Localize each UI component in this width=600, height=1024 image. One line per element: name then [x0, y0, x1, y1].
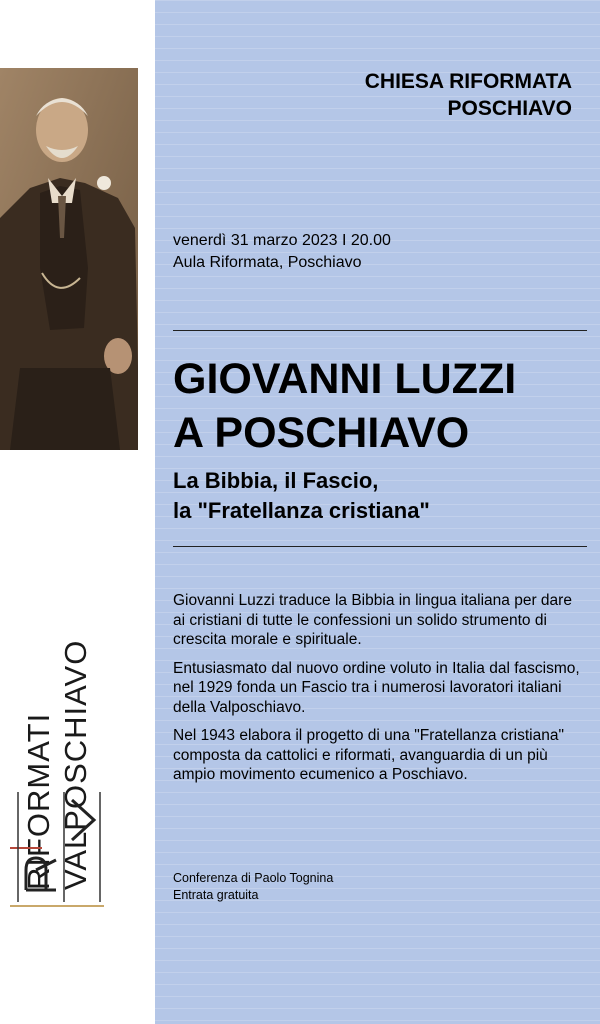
description-paragraph-2: Entusiasmato dal nuovo ordine voluto in Italia dal fascismo, nel 1929 fonda un Fascio tra i numerosi lavoratori italiani della Valposchiavo.: [173, 659, 580, 716]
subtitle-line2: la "Fratellanza cristiana": [173, 498, 430, 523]
portrait-photo: [0, 68, 138, 450]
rv-logo-mark: [8, 790, 108, 908]
event-place: Aula Riformata, Poschiavo: [173, 254, 362, 271]
logo-text-line1: RIFORMATI: [21, 712, 56, 890]
title-line1: GIOVANNI LUZZI: [173, 355, 517, 403]
speaker-credit: Conferenza di Paolo Tognina: [173, 871, 334, 885]
event-date: venerdì 31 marzo 2023 I 20.00: [173, 232, 391, 249]
church-name-line2: POSCHIAVO: [447, 97, 572, 120]
entry-info: Entrata gratuita: [173, 888, 259, 902]
church-name-line1: CHIESA RIFORMATA: [364, 70, 572, 93]
description-paragraph-3: Nel 1943 elabora il progetto di una "Fratellanza cristiana" composta da cattolici e riformati, avanguardia di un più ampio movimento ecumenico a Poschiavo.: [173, 727, 564, 783]
footer: [173, 870, 333, 904]
event-details: [173, 230, 391, 274]
church-name: [365, 68, 572, 122]
subtitle: [173, 466, 430, 526]
title-line2: A POSCHIAVO: [173, 409, 470, 457]
page-title: [173, 352, 516, 460]
logo-letter-v: [72, 800, 94, 840]
portrait-illustration: [0, 68, 138, 450]
description: [173, 591, 585, 794]
logo-text-line2: VALPOSCHIAVO: [58, 639, 93, 890]
logo-letter-r: [26, 858, 56, 890]
rv-logo: [8, 790, 108, 908]
description-paragraph-1: Giovanni Luzzi traduce la Bibbia in lingua italiana per dare ai cristiani di tutte le confessioni un solido strumento di crescita morale e spirituale.: [173, 592, 572, 648]
left-column: [0, 0, 155, 1024]
subtitle-line1: La Bibbia, il Fascio,: [173, 468, 379, 493]
divider-bottom: [173, 546, 587, 547]
divider-top: [173, 330, 587, 331]
